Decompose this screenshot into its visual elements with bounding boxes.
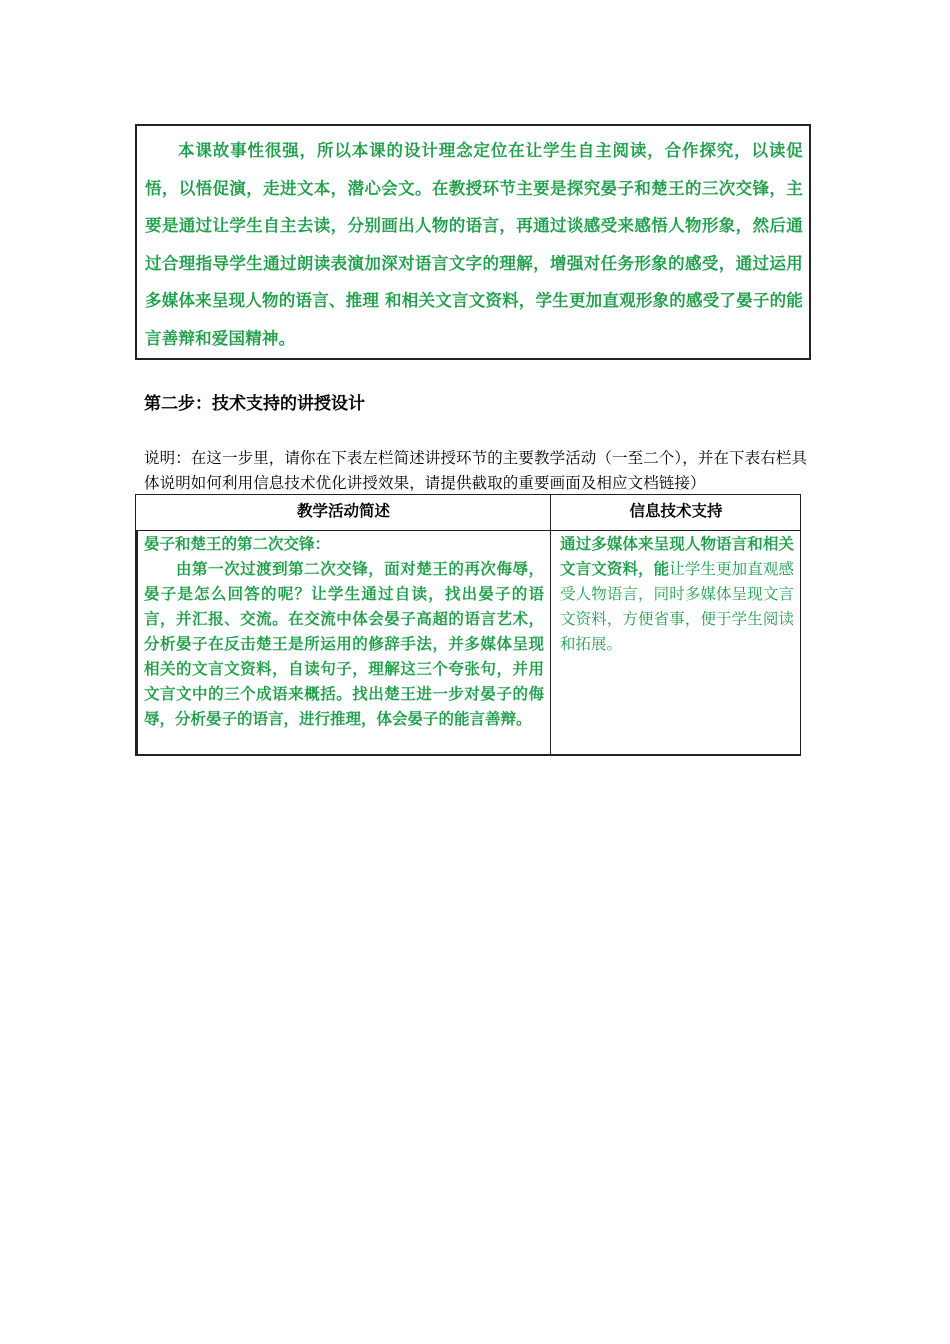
teaching-activity-table [135, 494, 801, 756]
header-it-support: 信息技术支持 [629, 502, 723, 520]
activity-body: 由第一次过渡到第二次交锋，面对楚王的再次侮辱，晏子是怎么回答的呢？让学生通过自读，找出晏子的语言，并汇报、交流。在交流中体会晏子高超的语言艺术，分析晏子在反击楚王是所运用的修辞手法，并多媒体呈现相关的文言文资料，自读句子，理解这三个夸张句，并用文言文中的三个成语来概括。找出楚王进一步对晏子的侮辱，分析晏子的语言，进行推理，体会晏子的能言善辩。 [144, 560, 544, 728]
activity-cell [144, 532, 544, 732]
step2-heading: 第二步：技术支持的讲授设计 [144, 394, 365, 414]
it-support-cell [560, 532, 794, 657]
step2-instruction: 说明：在这一步里，请你在下表左栏简述讲授环节的主要教学活动（一至二个），并在下表右栏具体说明如何利用信息技术优化讲授效果，请提供截取的重要画面及相应文档链接） [144, 449, 808, 492]
it-support-text: 让学生更加直观感受人物语言，同时多媒体呈现文言文资料，方便省事，便于学生阅读和拓展。 [560, 560, 794, 653]
it-support-bold-text: 通过多媒体来呈现人物语言和相关文言文资料，能 [560, 535, 794, 578]
column-divider [550, 495, 551, 754]
table-left-edge [136, 531, 138, 754]
design-concept-text: 本课故事性很强，所以本课的设计理念定位在让学生自主阅读，合作探究，以读促悟，以悟促演，走进文本，潜心会文。在教授环节主要是探究晏子和楚王的三次交锋，主要是通过让学生自主去读，分别画出人物的语言，再通过谈感受来感悟人物形象，然后通过合理指导学生通过朗读表演加深对语言文字的理解，增强对任务形象的感受，通过运用多媒体来呈现人物的语言、推理 和相关文言文资料，学生更加直观形象的感受了晏子的能言善辩和爱国精神。 [145, 141, 803, 348]
activity-title: 晏子和楚王的第二次交锋： [144, 535, 331, 553]
table-header-row [136, 495, 800, 531]
header-activity-summary: 教学活动简述 [296, 502, 390, 520]
design-concept-box [135, 124, 811, 360]
